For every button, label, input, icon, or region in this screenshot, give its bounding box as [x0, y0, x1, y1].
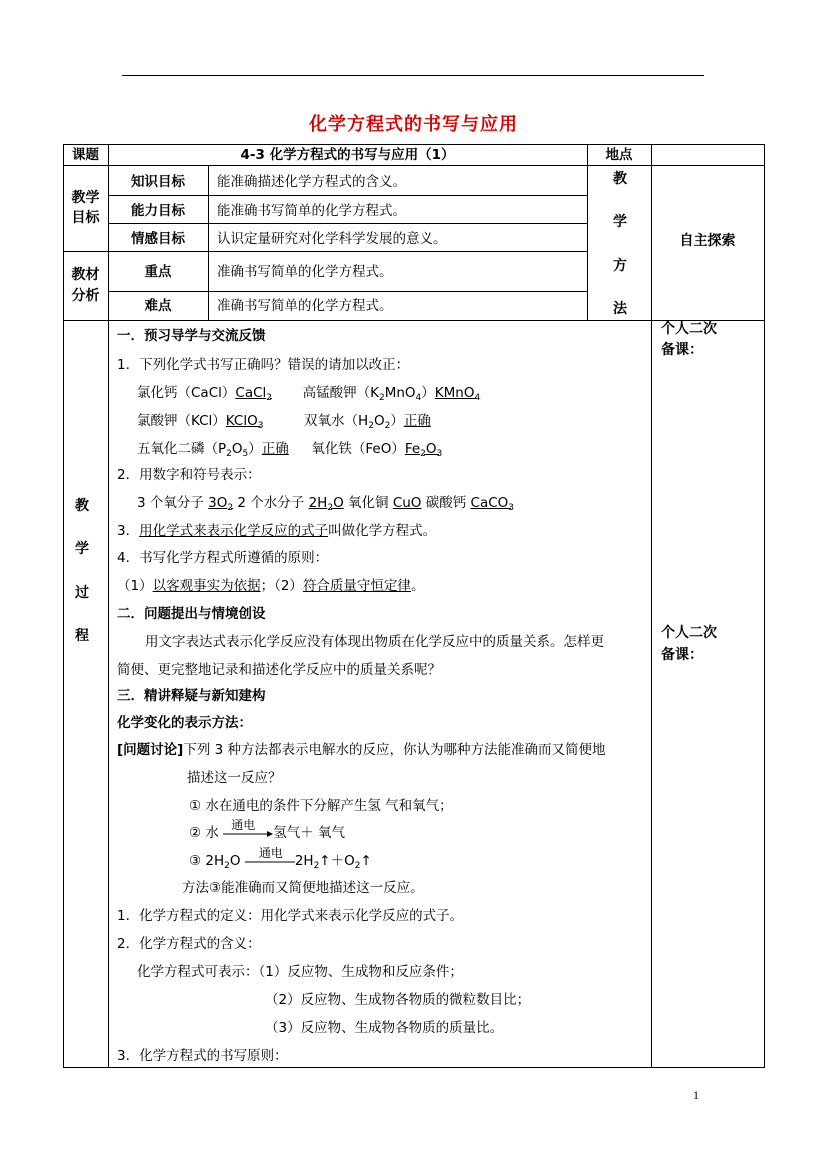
definition-2: 2．化学方程式的含义：: [117, 936, 261, 952]
goal-text-emotion: 认识定量研究对化学科学发展的意义。: [217, 231, 447, 247]
analysis-name-key: 重点: [144, 264, 172, 280]
row-line: [108, 223, 588, 224]
goal-name-knowledge: 知识目标: [131, 174, 185, 190]
meaning-2: （2）反应物、生成物各物质的微粒数目比；: [265, 992, 531, 1008]
col-line: [208, 165, 209, 321]
col-line: [651, 144, 652, 1068]
q1-item-b: 高锰酸钾$(K_2MnO_4)$: [302, 385, 435, 403]
q2-answer-3: CuO: [392, 495, 422, 511]
q1-item-a: 氯化钙（CaCl）: [137, 385, 236, 401]
question3: 3．用化学式来表示化学反应的式子叫做化学方程式。: [117, 523, 437, 539]
q2-answer-4: CaCO$_3$: [470, 495, 515, 513]
q1-item-e: 五氧化二磷$(P_2O_5)$: [137, 441, 262, 459]
analysis-text-difficult: 准确书写简单的化学方程式。: [217, 298, 393, 314]
method-1: ① 水在通电的条件下分解产生氢 气和氧气；: [189, 798, 453, 814]
meaning-3: （3）反应物、生成物各物质的质量比。: [265, 1020, 504, 1036]
q1-answer-e: 正确: [261, 441, 289, 457]
table-border-right: [764, 144, 765, 1068]
q1-item-c: 氯酸钾（KCl）: [137, 413, 226, 429]
section3-subtitle: 化学变化的表示方法：: [117, 715, 252, 731]
process-label-char: 过: [75, 585, 89, 601]
definition-3: 3．化学方程式的书写原则：: [117, 1048, 288, 1064]
q2-answers: 3 个氧分子 $3O_2$ 2 个水分子 $2H_2O$ 氧化铜 CuO 碳酸钙 CaCO$_3$: [137, 495, 515, 513]
topic-label: 课题: [72, 147, 99, 163]
col-line: [108, 144, 109, 1068]
q1-row2: [137, 412, 431, 435]
col-line: [587, 144, 588, 321]
note2-line1: 个人二次: [661, 625, 717, 641]
page-number: 1: [693, 1088, 699, 1102]
q1-answer-f: $Fe_2O_3$: [404, 441, 443, 459]
reaction-arrow: 通电: [258, 846, 283, 860]
header-rule: [122, 75, 704, 76]
reaction-arrow: 通电: [223, 824, 273, 842]
q1-row1: [137, 384, 480, 407]
method-2: ② 水 通电 氢气＋ 氧气: [189, 818, 345, 841]
method-label-char: 方: [613, 258, 627, 274]
q1-answer-d: 正确: [403, 413, 431, 429]
goals-label-line1: 教学: [71, 190, 100, 206]
row-line: [108, 291, 588, 292]
method-answer: 方法③能准确而又简便地描述这一反应。: [182, 880, 424, 896]
goal-name-emotion: 情感目标: [131, 231, 185, 247]
process-label-char: 教: [75, 498, 89, 514]
method-3: ③ $2H_2O$ 通电 $2H_2↑+O_2↑$: [189, 846, 372, 871]
question2: 2．用数字和符号表示：: [117, 467, 261, 483]
q3-answer: 用化学式来表示化学反应的式子: [139, 523, 329, 539]
section1-title: 一．预习导学与交流反馈: [117, 328, 266, 344]
discussion-line2: 描述这一反应？: [187, 770, 282, 786]
discussion-tag: [问题讨论]: [117, 742, 184, 758]
analysis-text-key: 准确书写简单的化学方程式。: [217, 264, 393, 280]
q2-answer-1: $3O_2$: [208, 495, 234, 513]
row-line: [63, 165, 765, 166]
section2-paragraph-line2: 简便、更完整地记录和描述化学反应中的质量关系呢？: [117, 662, 441, 678]
analysis-label-line2: 分析: [71, 288, 100, 304]
topic-value: 4-3 化学方程式的书写与应用（1）: [240, 147, 455, 163]
goals-label-line2: 目标: [71, 210, 100, 226]
q4-answers: （1）以客观事实为依据；（2）符合质量守恒定律。: [117, 578, 425, 594]
row-line: [63, 251, 588, 252]
method-label-char: 学: [613, 214, 627, 230]
q1-item-d: 双氧水$(H_2O_2)$: [304, 413, 404, 431]
row-line: [63, 320, 765, 321]
table-border-top: [63, 144, 765, 145]
row-line: [108, 195, 588, 196]
process-label-char: 程: [75, 628, 89, 644]
q1-row3: [137, 440, 442, 463]
q2-answer-2: $2H_2O$: [308, 495, 344, 513]
note1-line2: 备课：: [661, 342, 703, 358]
note1-line1: 个人二次: [661, 321, 717, 337]
q1-item-f: 氧化铁（FeO）: [311, 441, 405, 457]
analysis-name-difficult: 难点: [144, 298, 172, 314]
discussion-line1: [问题讨论]下列 3 种方法都表示电解水的反应，你认为哪种方法能准确而又简便地: [117, 742, 606, 758]
process-label-char: 学: [75, 541, 89, 557]
goal-name-ability: 能力目标: [131, 203, 185, 219]
note2-line2: 备课：: [661, 647, 703, 663]
method-label-char: 教: [613, 171, 627, 187]
goal-text-knowledge: 能准确描述化学方程式的含义。: [217, 174, 406, 190]
q4-answer-1: 以客观事实为依据: [152, 578, 261, 594]
question4: 4．书写化学方程式所遵循的原则：: [117, 550, 329, 566]
q1-answer-a: CaCl$_2$: [235, 385, 273, 403]
definition-1: 1．化学方程式的定义：用化学式来表示化学反应的式子。: [117, 908, 464, 924]
question1: 1．下列化学式书写正确吗？错误的请加以改正：: [117, 357, 410, 373]
place-label: 地点: [605, 147, 633, 163]
section2-paragraph-line1: 用文字表达式表示化学反应没有体现出物质在化学反应中的质量关系。怎样更: [145, 634, 604, 650]
document-title: 化学方程式的书写与应用: [309, 114, 518, 135]
analysis-label-line1: 教材: [71, 267, 100, 283]
q1-answer-c: KClO$_3$: [225, 413, 264, 431]
section2-title: 二．问题提出与情境创设: [117, 606, 266, 622]
goal-text-ability: 能准确书写简单的化学方程式。: [217, 203, 406, 219]
q1-answer-b: KMnO$_4$: [434, 385, 481, 403]
table-border-bottom: [63, 1067, 765, 1068]
method-value: 自主探索: [679, 233, 736, 249]
method-label-char: 法: [613, 301, 627, 317]
q4-answer-2: 符合质量守恒定律: [302, 578, 411, 594]
meaning-1: 化学方程式可表示：（1）反应物、生成物和反应条件；: [137, 964, 463, 980]
section3-title: 三．精讲释疑与新知建构: [117, 688, 266, 704]
